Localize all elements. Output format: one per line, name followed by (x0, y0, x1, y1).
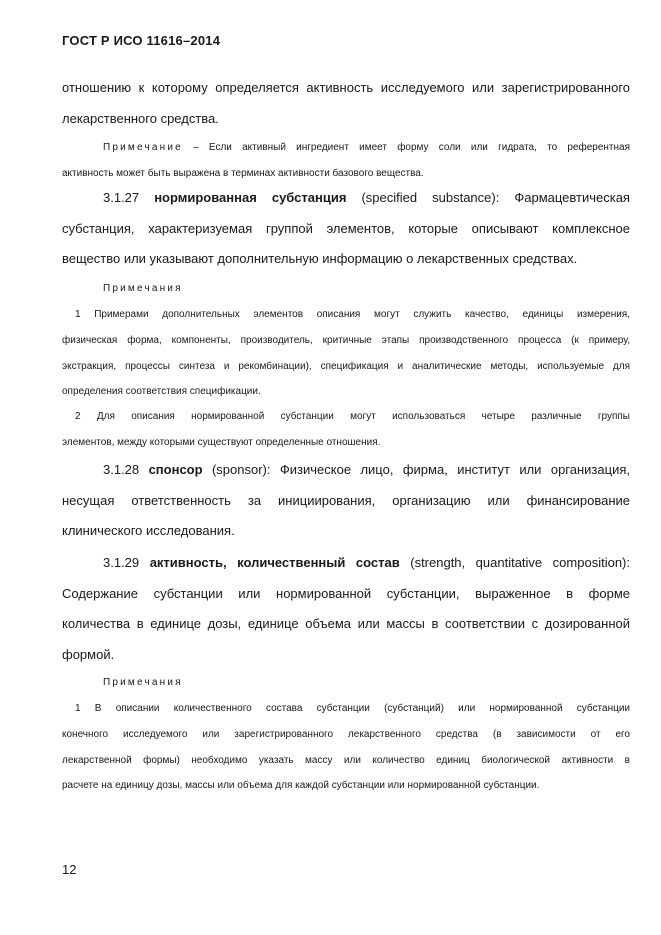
term-3-1-28-rest: (sponsor): Физическое лицо, фирма, институт или организация, (202, 462, 630, 477)
note-intro (62, 135, 630, 187)
term-3-1-28-line-1 (62, 455, 630, 486)
term-3-1-27-number: 3.1.27 (103, 190, 140, 205)
term-3-1-27-rest: (specified substance): Фармацевтическая (346, 190, 630, 205)
term-3-1-29 (62, 548, 630, 670)
term-3-1-29-term: активность, количественный состав (149, 555, 400, 570)
note-3129-line-4: расчете на единицу дозы, массы или объема для каждой субстанции или нормированной субстанции. (62, 780, 540, 792)
notes-3-1-29-note-1 (62, 696, 630, 799)
term-3-1-28-term: спонсор (148, 462, 203, 477)
standard-header: ГОСТ Р ИСО 11616–2014 (62, 33, 221, 48)
term-3-1-28-line-3: клинического исследования. (62, 523, 235, 538)
note-3129-line-3: лекарственной формы) необходимо указать массу или количество единиц биологической активности в (62, 754, 630, 766)
term-3-1-29-line-3: количества в единице дозы, единице объема или массы в соответствии с дозированной (62, 616, 630, 631)
note-intro-line-2: активность может быть выражена в терминах активности базового вещества. (62, 167, 424, 179)
note-intro-text-1: – Если активный ингредиент имеет форму соли или гидрата, то референтная (182, 142, 630, 153)
notes-3-1-27-note-2 (62, 404, 630, 456)
note-1-line-1: 1 Примерами дополнительных элементов описания могут служить качество, единицы измерения, (75, 309, 630, 320)
term-3-1-29-line-1 (62, 548, 630, 579)
term-3-1-28-line-2: несущая ответственность за инициирования, организацию или финансирование (62, 492, 630, 508)
term-3-1-29-rest: (strength, quantitative composition): (399, 555, 630, 570)
note-intro-line-1 (62, 135, 630, 161)
intro-line-1: отношению к которому определяется активность исследуемого или зарегистрированного (62, 80, 630, 95)
term-3-1-28 (62, 455, 630, 547)
term-3-1-27-line-3: вещество или указывают дополнительную информацию о лекарственных средствах. (62, 251, 578, 266)
note-3129-line-1: 1 В описании количественного состава субстанции (субстанций) или нормированной субстанции (75, 703, 630, 714)
term-3-1-27-term: нормированная субстанция (154, 190, 347, 205)
notes-3-1-27-note-1 (62, 302, 630, 405)
note-1-line-4: определения соответствия спецификации. (62, 386, 261, 398)
term-3-1-27-line-2: субстанция, характеризуемая группой элементов, которые описывают комплексное (62, 220, 630, 236)
intro-line-2: лекарственного средства. (62, 110, 219, 126)
note-intro-label: Примечание (103, 142, 183, 153)
note-2-line-1: 2 Для описания нормированной субстанции могут использоваться четыре различные группы (75, 411, 630, 422)
page-number: 12 (62, 862, 77, 877)
intro-paragraph (62, 73, 630, 134)
note-3129-line-2: конечного исследуемого или зарегистрированного лекарственного средства (в зависимости от его (62, 728, 630, 740)
term-3-1-28-number: 3.1.28 (103, 462, 140, 477)
note-2-line-2: элементов, между которыми существуют определенные отношения. (62, 436, 381, 448)
term-3-1-29-line-2: Содержание субстанции или нормированной субстанции, выраженное в форме (62, 585, 630, 601)
term-3-1-27 (62, 183, 630, 275)
term-3-1-29-line-4: формой. (62, 646, 115, 662)
notes-3-1-27-label: Примечания (103, 283, 183, 294)
note-1-line-2: физическая форма, компоненты, производитель, критичные этапы производственного процесса (к примеру, (62, 334, 630, 346)
term-3-1-27-line-1 (62, 183, 630, 214)
term-3-1-29-number: 3.1.29 (103, 555, 140, 570)
notes-3-1-29-label: Примечания (103, 677, 183, 688)
note-1-line-3: экстракция, процессы синтеза и рекомбинации), спецификация и аналитические методы, используемые для (62, 360, 630, 372)
